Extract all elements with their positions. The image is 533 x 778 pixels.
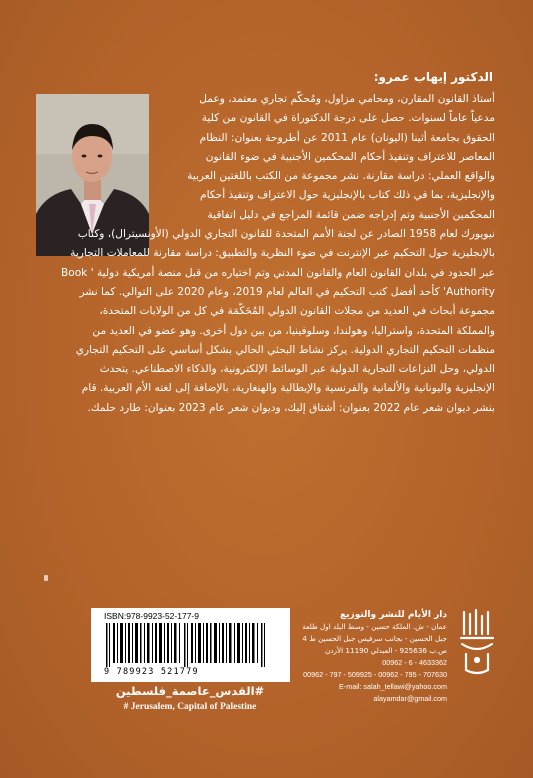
bio-line: المعاصر للاعتراف وتنفيذ أحكام المحكمين الأجنبية في ضوء القانون: [205, 150, 495, 163]
bio-line: منظمات التحكيم التجاري الدولية. يركز نشاط البحثي الحالي بشكل أساسي على التحكيم التجاري: [75, 343, 495, 356]
bio-line: الدولي، وحل النزاعات التجارية الدولية عبر الوسائط الإلكترونية، والذكاء الاصطناعي. يتحدث: [99, 363, 495, 376]
publisher-info: [247, 609, 447, 705]
publisher-name: دار الأيام للنشر والتوزيع: [340, 610, 447, 620]
isbn-number: ISBN:978-9923-52-177-9: [104, 611, 199, 621]
bio-line: أستاذ القانون المقارن، ومحامي مزاول، ومُحكّم تجاري معتمد، وعمل: [199, 93, 495, 105]
bio-line: مدعياً عاماً لسنوات. حصل على درجة الدكتوراة في القانون من كلية: [201, 112, 495, 125]
bio-line: الإنجليزية واليونانية والألمانية والفرنسية والإيطالية والهنغارية، بالإضافة إلى لغته الأم العربية. قام: [81, 382, 495, 395]
author-name: الدكتور إيهاب عمرو:: [373, 70, 493, 84]
bio-line: Authority' كأحد أفضل كتب التحكيم في العالم لعام 2019، وعام 2020 على التوالي. كما نشر: [79, 285, 495, 298]
tagline-arabic: #القدس_عاصمة_فلسطين: [115, 684, 265, 698]
publisher-address-line: جبل الحسين - بجانب سرفيس جبل الحسين ط 4: [302, 634, 447, 643]
barcode-digits: 9 789923 521779: [104, 667, 199, 677]
bio-line: بنشر ديوان شعر عام 2022 بعنوان: أشتاق إليك، وديوان شعر عام 2023 بعنوان: طارد حلمك.: [87, 401, 495, 414]
bio-line: المحكمين الأجنبية وتم إدراجه ضمن قائمة المراجع في دليل اتفاقية: [207, 208, 495, 221]
publisher-mobile: 00962 - 797 - 509925 - 00962 - 795 - 707630: [303, 670, 447, 679]
bio-line: عبر الحدود في بلدان القانون العام والقانون المدني وتم اختياره من قبل منصة أمريكية دولية ' Book: [60, 266, 495, 279]
publisher-address-line: عمان - ش. الملكة حسين - وسط البلد اول طلعة: [302, 622, 447, 631]
author-biography: [35, 90, 495, 418]
publisher-logo-icon: [456, 608, 498, 680]
bio-line: والمملكة المتحدة، واستراليا، وهولندا، وسلوفينيا، من بين دول أخرى. وهو عضو في العديد من: [92, 324, 495, 337]
bio-line: والإنجليزية، بما في ذلك كتاب بالإنجليزية حول الاعتراف وتنفيذ أحكام: [200, 189, 495, 202]
bio-line: والواقع العملي: دراسة مقارنة. نشر مجموعة من الكتب باللغتين العربية: [187, 170, 495, 183]
publisher-phone: 00962 - 6 - 4633362: [382, 658, 447, 667]
publisher-email-2: alayamdar@gmail.com: [373, 694, 447, 703]
bio-line: الحقوق بجامعة أثينا (اليونان) عام 2011 عن أطروحة بعنوان: النظام: [199, 131, 495, 144]
bio-line: مجموعة أبحاث في العديد من مجلات القانون الدولي المُحَكّمَة في كل من الولايات المتحدة،: [99, 305, 495, 318]
decorative-mark: [44, 575, 48, 581]
publisher-email: E-mail: salah_tellawi@yahoo.com: [339, 682, 447, 691]
bio-line: بالإنجليزية حول التحكيم عبر الإنترنت في ضوء النظرية والتطبيق: دراسة مقارنة للمعاملات التجارية: [70, 247, 495, 260]
bio-line: نيويورك لعام 1958 الصادر عن لجنة الأمم المتحدة للقانون التجاري الدولي (الأونسيترال)، وكتاب: [77, 228, 495, 241]
publisher-address-line: ص.ب 925636 - العبدلي 11190 الأردن: [325, 646, 447, 655]
tagline-english: # Jerusalem, Capital of Palestine: [123, 702, 257, 712]
